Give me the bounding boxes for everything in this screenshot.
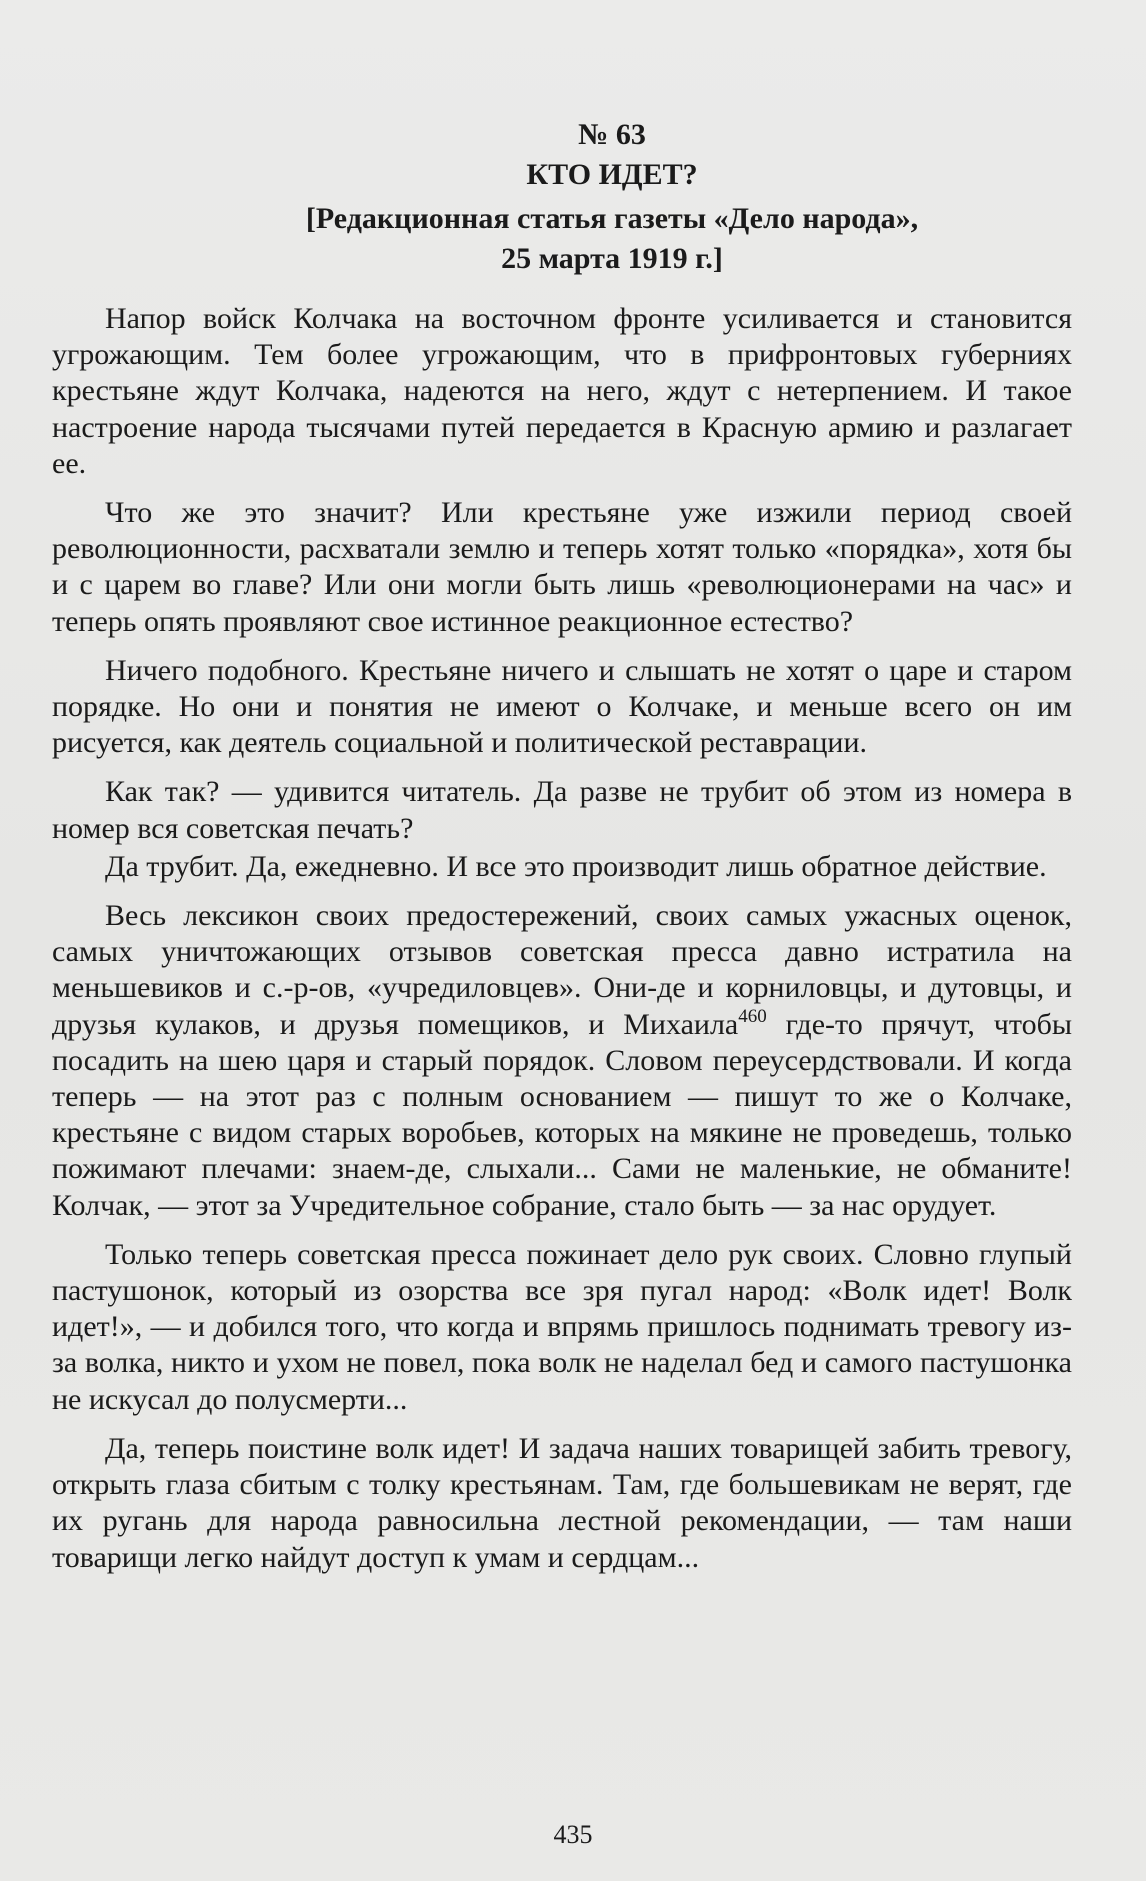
paragraph-8: Да, теперь поистине волк идет! И задача наших товарищей забить тревогу, открыть глаза сбитым с толку крестьянам. Там, где большевикам не верят, где их ругань для народа равносильна лестной рекомендации, — там наши товарищи легко найдут доступ к умам и сердцам... <box>52 1431 1072 1574</box>
paragraph-6-text-a: Весь лексикон своих предостережений, своих самых ужасных оценок, самых уничтожающих отзывов советская пресса давно истратила на меньшевиков и с.-р-ов, «учредиловцев». Они-де и корниловцы, и дутовцы, и друзья кулаков, и друзья помещиков, и Михаила <box>52 899 1072 1041</box>
paragraph-5: Да трубит. Да, ежедневно. И все это производит лишь обратное действие. <box>105 849 1047 883</box>
paragraph-6 <box>52 898 1072 1224</box>
article-subtitle-line2: 25 марта 1919 г.] <box>501 242 723 275</box>
article-subtitle-line1: [Редакционная статья газеты «Дело народа», <box>305 202 919 235</box>
paragraph-4: Как так? — удивится читатель. Да разве не трубит об этом из номера в номер вся советская печать? <box>52 775 1072 845</box>
article <box>52 115 1072 1589</box>
page-number: 435 <box>553 1820 593 1849</box>
article-title: КТО ИДЕТ? <box>526 158 698 191</box>
paragraph-3: Ничего подобного. Крестьяне ничего и слышать не хотят о царе и старом порядке. Но они и понятия не имеют о Колчаке, и меньше всего он им рисуется, как деятель социальной и политической реставрации. <box>52 653 1072 760</box>
paragraph-6-text-b: где-то прячут, чтобы посадить на шею царя и старый порядок. Словом переусердствовали. И когда теперь — на этот раз с полным основанием — пишут то же о Колчаке, крестьяне с видом старых воробьев, которых на мякине не проведешь, только пожимают плечами: знаем-де, слыхали... Сами не маленькие, не обманите! Колчак, — этот за Учредительное собрание, стало быть — за нас орудует. <box>52 1007 1072 1222</box>
document-number: № 63 <box>578 118 646 151</box>
paragraph-2: Что же это значит? Или крестьяне уже изжили период своей революционности, расхватали землю и теперь хотят только «порядка», хотя бы и с царем во главе? Или они могли быть лишь «революционерами на час» и теперь опять проявляют свое истинное реакционное естество? <box>52 496 1072 638</box>
article-header <box>212 115 1012 279</box>
footnote-marker: 460 <box>738 1005 767 1027</box>
paragraph-7: Только теперь советская пресса пожинает дело рук своих. Словно глупый пастушонок, который из озорства все зря пугал народ: «Волк идет! Волк идет!», — и добился того, что когда и впрямь пришлось поднимать тревогу из-за волка, никто и ухом не повел, пока волк не наделал бед и самого пастушонка не искусал до полусмерти... <box>52 1237 1072 1416</box>
article-body <box>52 301 1072 1576</box>
paragraph-1: Напор войск Колчака на восточном фронте усиливается и становится угрожающим. Тем более угрожающим, что в прифронтовых губерниях крестьяне ждут Колчака, надеются на него, ждут с нетерпением. И такое настроение народа тысячами путей передается в Красную армию и разлагает ее. <box>52 302 1072 480</box>
